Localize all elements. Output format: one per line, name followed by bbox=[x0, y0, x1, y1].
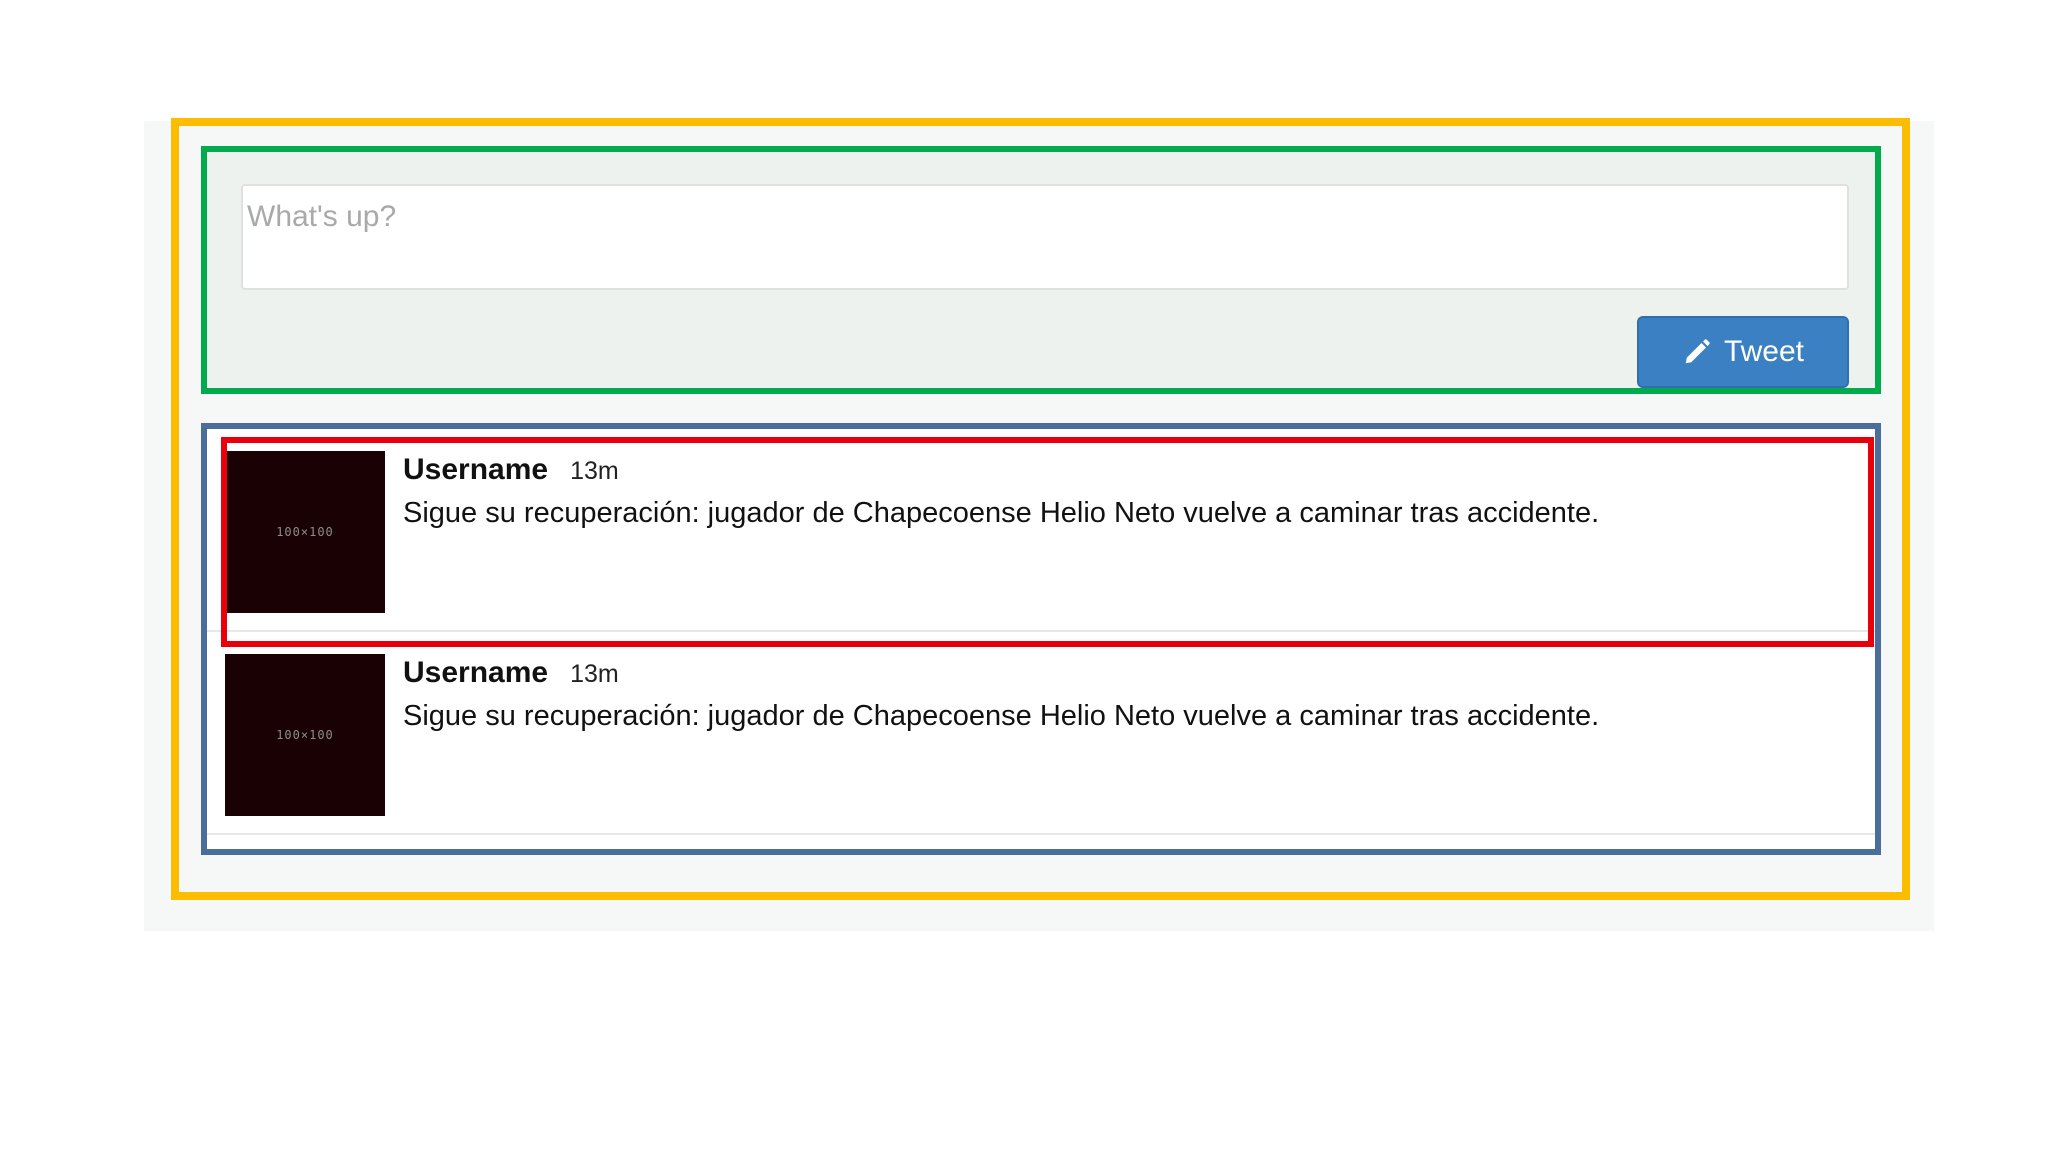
tweet-username[interactable]: Username bbox=[403, 453, 549, 486]
tweet-button-label: Tweet bbox=[1723, 335, 1805, 368]
composer-annotation-box bbox=[201, 146, 1881, 394]
tweet-timestamp: 13m bbox=[570, 457, 619, 485]
tweet-annotation-box bbox=[221, 437, 1874, 647]
tweet-text: Sigue su recuperación: jugador de Chapecoense Helio Neto vuelve a caminar tras accidente. bbox=[403, 700, 1600, 732]
tweet-timestamp: 13m bbox=[570, 660, 619, 688]
avatar-placeholder-label: 100×100 bbox=[276, 728, 334, 742]
avatar-placeholder-label: 100×100 bbox=[276, 525, 334, 539]
tweet-username[interactable]: Username bbox=[403, 656, 549, 689]
tweet-text: Sigue su recuperación: jugador de Chapecoense Helio Neto vuelve a caminar tras accidente. bbox=[403, 497, 1600, 529]
